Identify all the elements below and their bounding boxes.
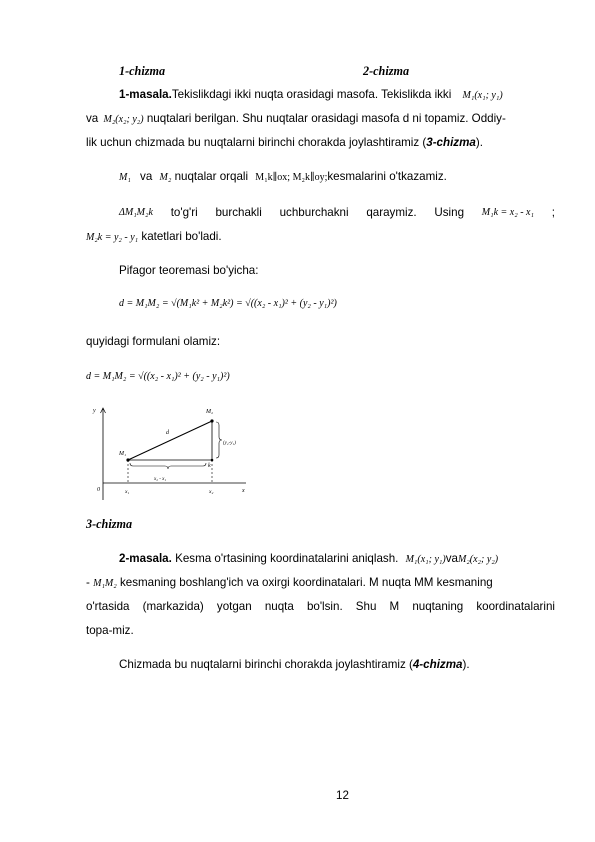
word: nuqtaning [412, 600, 464, 613]
word: bo'lsin. [306, 600, 343, 613]
word: burchakli [215, 206, 262, 219]
coordinate-diagram [86, 400, 256, 510]
point-m2-formula: M₂(x₂; y₂) [457, 554, 499, 565]
figure-ref-3: 3-chizma [426, 136, 476, 149]
paragraph-1-line-2 [86, 111, 506, 128]
point-m2: M₂ [159, 172, 172, 183]
paragraph-2-text-1: nuqtalar orqali [174, 170, 249, 183]
word: qaraymiz. [366, 206, 417, 219]
close-paren: ). [475, 136, 483, 149]
paragraph-3-line-2 [86, 229, 222, 246]
paragraph-6-line-4: topa-miz. [86, 624, 134, 637]
brace-horizontal [130, 463, 206, 469]
point-m1: M₁ [119, 172, 131, 183]
paragraph-7 [119, 657, 470, 673]
label-d: d [166, 430, 169, 436]
dash: - [86, 576, 90, 589]
point-m2-formula: M₂(x₂; y₂) [103, 114, 144, 125]
pythagoras-formula: d = M₁M₂ = √(M₁k² + M₂k²) = √((x₂ - x₁)² + (y₂ - y₁)²) [119, 298, 337, 309]
leg-1-formula: M₁k = x₂ - x₁ [481, 207, 534, 218]
distance-formula: d = M₁M₂ = √((x₂ - x₁)² + (y₂ - y₁)²) [86, 371, 230, 382]
label-m1: M₁ [119, 451, 127, 457]
segments-formula: M₁k∥ox; M₂k∥oy; [255, 172, 328, 183]
label-dy: (y₂-y₁) [223, 441, 236, 446]
word: koordinatalarini [476, 600, 555, 613]
word: (markazida) [142, 600, 204, 613]
close-paren: ). [462, 658, 470, 671]
formula-intro: quyidagi formulani olamiz: [86, 335, 221, 348]
paragraph-2 [119, 169, 447, 186]
paragraph-3-text-2: katetlari bo'ladi. [141, 230, 222, 243]
task-1-label: 1-masala. [119, 88, 172, 101]
word: Using [434, 206, 465, 219]
word-va: va [445, 552, 458, 565]
word: yotgan [216, 600, 252, 613]
word: o'rtasida [86, 600, 130, 613]
paragraph-1-text-3: lik uchun chizmada bu nuqtalarni birinchi chorakda joylashtiramiz ( [86, 136, 427, 149]
paragraph-1-line-3 [86, 135, 483, 151]
point-m1-dot [126, 458, 129, 461]
paragraph-6-line-2 [86, 575, 493, 592]
word: Shu [355, 600, 377, 613]
point-k-dot [211, 459, 214, 462]
paragraph-2-text-2: kesmalarini o'tkazamiz. [327, 170, 447, 183]
caption-3-chizma: 3-chizma [86, 517, 133, 531]
paragraph-1-line-1 [119, 87, 503, 104]
triangle-formula: ΔM₁M₂k [119, 207, 153, 218]
paragraph-6-line-3 [86, 599, 555, 615]
paragraph-7-text: Chizmada bu nuqtalarni birinchi chorakda joylashtiramiz ( [119, 658, 413, 671]
segment-d [128, 421, 212, 460]
paragraph-3-line-1 [119, 205, 555, 221]
task-1-text: Tekislikdagi ikki nuqta orasidagi masofa. Tekislikda ikki [171, 88, 452, 101]
label-dx: x₂ - x₁ [154, 477, 167, 482]
point-m1-formula: M₁(x₁; y₁) [462, 90, 503, 101]
point-m1-formula: M₁(x₁; y₁) [405, 554, 446, 565]
point-m2-dot [210, 419, 213, 422]
word: nuqta [264, 600, 294, 613]
caption-1-chizma: 1-chizma [119, 64, 166, 78]
word: to'g'ri [170, 206, 198, 219]
word: uchburchakni [279, 206, 349, 219]
page-number: 12 [336, 789, 349, 802]
axis-label-y: y [93, 408, 96, 414]
word: M [389, 600, 400, 613]
task-2-label: 2-masala. [119, 552, 172, 565]
label-x1: x₁ [125, 489, 130, 495]
origin-label: 0 [97, 487, 100, 493]
label-k: k [208, 463, 211, 469]
word-va: va [140, 170, 153, 183]
label-x2: x₂ [209, 489, 214, 495]
task-2-text: Kesma o'rtasining koordinatalarini aniqlash. [175, 552, 399, 565]
leg-2-formula: M₂k = y₂ - y₁ [86, 232, 139, 243]
word-va: va [86, 112, 99, 125]
paragraph-6-line-1 [119, 551, 498, 568]
figure-ref-4: 4-chizma [412, 658, 463, 671]
semicolon: ; [551, 206, 555, 219]
pythagoras-intro: Pifagor teoremasi bo'yicha: [119, 264, 259, 277]
paragraph-1-text-2: nuqtalari berilgan. Shu nuqtalar orasidagi masofa d ni topamiz. Oddiy- [146, 112, 506, 125]
brace-vertical [216, 422, 222, 458]
label-m2: M₂ [206, 409, 214, 415]
segment-m1m2: M₁M₂ [93, 578, 117, 589]
axis-label-x: x [242, 488, 245, 494]
paragraph-6-text-2: kesmaning boshlang'ich va oxirgi koordinatalari. M nuqta MM kesmaning [119, 576, 493, 589]
caption-2-chizma: 2-chizma [363, 64, 410, 78]
